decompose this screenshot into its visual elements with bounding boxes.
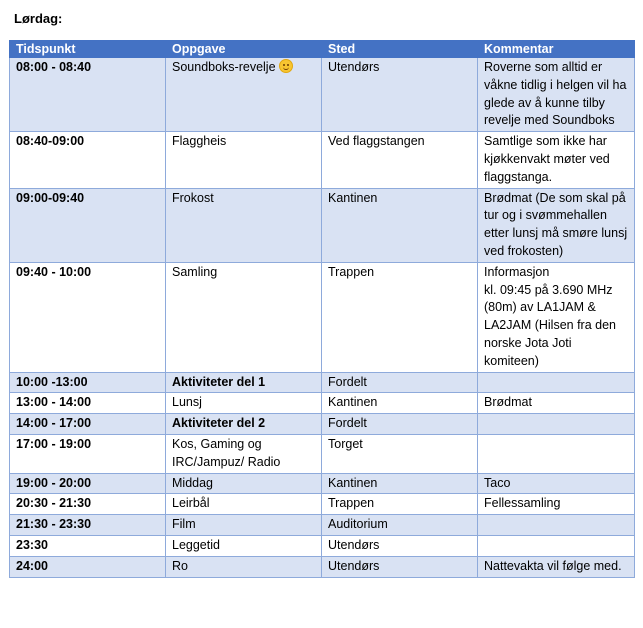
row-time: 17:00 - 19:00 xyxy=(10,434,166,473)
row-comment: Brødmat (De som skal på tur og i svømmehallen etter lunsj må smøre lunsj ved frokosten) xyxy=(478,188,635,262)
column-header-task: Oppgave xyxy=(166,41,322,58)
table-row xyxy=(10,132,635,188)
row-place: Trappen xyxy=(322,494,478,515)
row-task: Aktiviteter del 1 xyxy=(166,372,322,393)
row-task: Aktiviteter del 2 xyxy=(166,414,322,435)
column-header-place: Sted xyxy=(322,41,478,58)
row-place: Kantinen xyxy=(322,473,478,494)
schedule-table xyxy=(9,40,635,578)
table-row xyxy=(10,556,635,577)
row-task: Middag xyxy=(166,473,322,494)
row-comment: Fellessamling xyxy=(478,494,635,515)
row-time: 08:00 - 08:40 xyxy=(10,58,166,132)
row-comment xyxy=(478,434,635,473)
row-task: Kos, Gaming og IRC/Jampuz/ Radio xyxy=(166,434,322,473)
table-row xyxy=(10,515,635,536)
row-task: Lunsj xyxy=(166,393,322,414)
table-header-row xyxy=(10,41,635,58)
row-comment: Informasjon kl. 09:45 på 3.690 MHz (80m) av LA1JAM & LA2JAM (Hilsen fra den norske Jota Joti komiteen) xyxy=(478,262,635,372)
table-row xyxy=(10,434,635,473)
row-task: Samling xyxy=(166,262,322,372)
row-comment: Taco xyxy=(478,473,635,494)
table-row xyxy=(10,372,635,393)
table-row xyxy=(10,58,635,132)
row-comment xyxy=(478,414,635,435)
smiling-face-emoji-icon xyxy=(279,59,293,73)
column-header-comment: Kommentar xyxy=(478,41,635,58)
row-place: Auditorium xyxy=(322,515,478,536)
row-comment: Samtlige som ikke har kjøkkenvakt møter ved flaggstanga. xyxy=(478,132,635,188)
row-task xyxy=(166,58,322,132)
day-heading: Lørdag: xyxy=(14,11,63,26)
row-task: Frokost xyxy=(166,188,322,262)
row-place: Kantinen xyxy=(322,393,478,414)
table-row xyxy=(10,535,635,556)
row-comment: Brødmat xyxy=(478,393,635,414)
row-place: Utendørs xyxy=(322,535,478,556)
row-place: Torget xyxy=(322,434,478,473)
row-time: 21:30 - 23:30 xyxy=(10,515,166,536)
row-place: Ved flaggstangen xyxy=(322,132,478,188)
row-time: 19:00 - 20:00 xyxy=(10,473,166,494)
table-row xyxy=(10,393,635,414)
row-time: 23:30 xyxy=(10,535,166,556)
row-time: 24:00 xyxy=(10,556,166,577)
row-comment xyxy=(478,515,635,536)
row-time: 14:00 - 17:00 xyxy=(10,414,166,435)
row-comment xyxy=(478,535,635,556)
row-place: Fordelt xyxy=(322,372,478,393)
row-time: 13:00 - 14:00 xyxy=(10,393,166,414)
row-time: 10:00 -13:00 xyxy=(10,372,166,393)
row-comment: Nattevakta vil følge med. xyxy=(478,556,635,577)
row-task: Ro xyxy=(166,556,322,577)
table-row xyxy=(10,494,635,515)
row-comment xyxy=(478,372,635,393)
row-task-label: Soundboks-revelje xyxy=(172,60,276,74)
table-row xyxy=(10,262,635,372)
table-row xyxy=(10,414,635,435)
row-time: 20:30 - 21:30 xyxy=(10,494,166,515)
row-place: Trappen xyxy=(322,262,478,372)
row-task: Film xyxy=(166,515,322,536)
row-place: Fordelt xyxy=(322,414,478,435)
row-place: Kantinen xyxy=(322,188,478,262)
row-comment: Roverne som alltid er våkne tidlig i helgen vil ha glede av å kunne tilby revelje med Soundboks xyxy=(478,58,635,132)
row-place: Utendørs xyxy=(322,556,478,577)
row-time: 09:00-09:40 xyxy=(10,188,166,262)
row-task: Flaggheis xyxy=(166,132,322,188)
row-task: Leggetid xyxy=(166,535,322,556)
table-row xyxy=(10,473,635,494)
row-time: 08:40-09:00 xyxy=(10,132,166,188)
column-header-time: Tidspunkt xyxy=(10,41,166,58)
table-row xyxy=(10,188,635,262)
row-task: Leirbål xyxy=(166,494,322,515)
row-time: 09:40 - 10:00 xyxy=(10,262,166,372)
row-place: Utendørs xyxy=(322,58,478,132)
